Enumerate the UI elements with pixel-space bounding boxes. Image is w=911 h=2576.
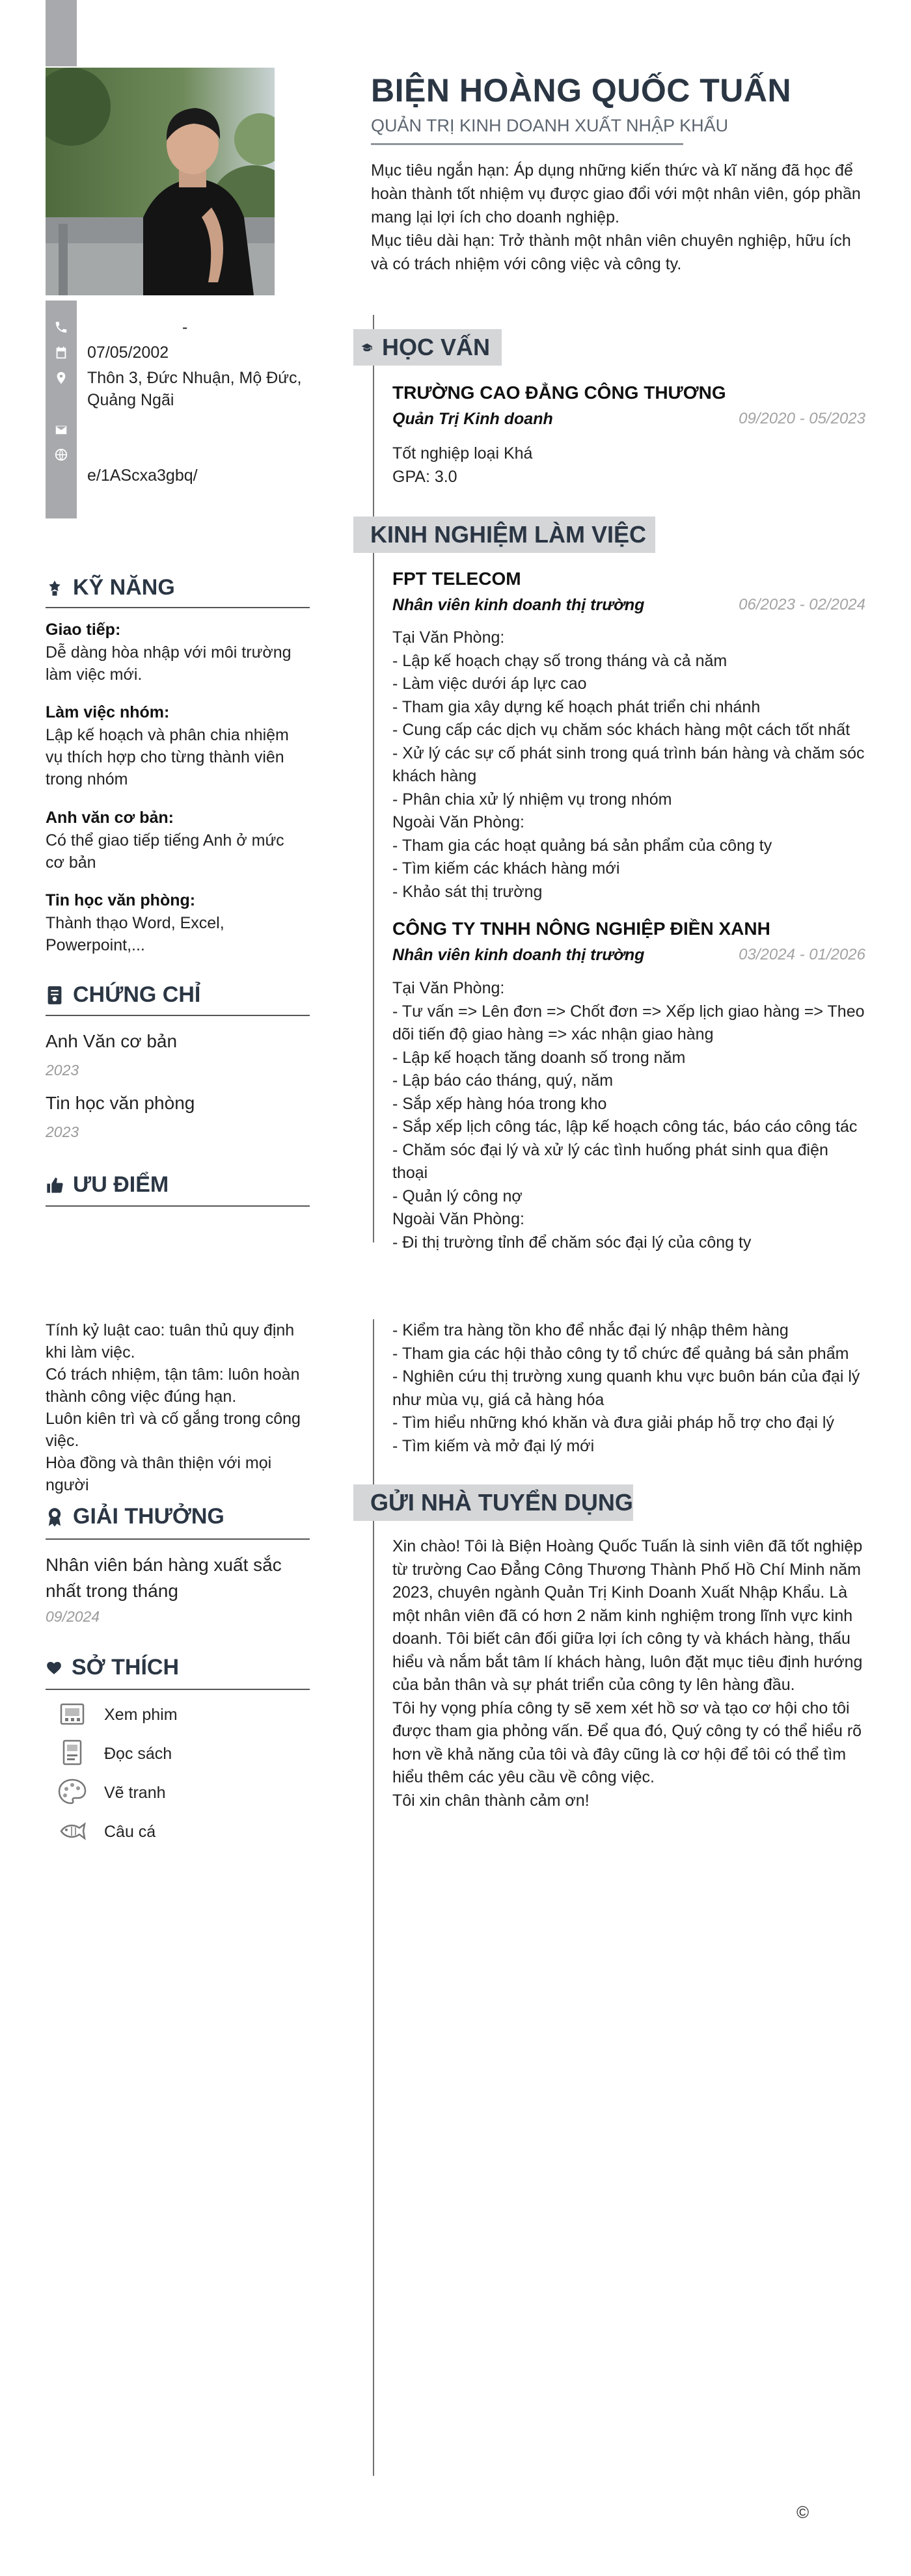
skills-heading [46,575,175,600]
duty-line: - Xử lý các sự cố phát sinh trong quá trình bán hàng và chăm sóc khách hàng [392,744,865,785]
experience-title: KINH NGHIỆM LÀM VIỆC [370,521,647,548]
letter-paragraph: Tôi hy vọng phía công ty sẽ xem xét hồ sơ và tạo cơ hội cho tôi được tham gia phỏng vấn. Để qua đó, Quý công ty có thể hiểu rõ hơn về khả năng của tôi và đây cũng là cơ hội để tôi có thể tìm hiểu thêm các yêu cầu về công việc. [392,1698,862,1786]
job-duties [392,626,867,904]
duty-line: - Tìm kiếm và mở đại lý mới [392,1436,595,1455]
skills-divider [46,607,310,608]
star-badge-icon [46,579,64,597]
education-title: HỌC VẤN [381,334,490,360]
experience-heading [353,517,655,553]
title-divider [371,143,683,145]
career-objective [371,159,865,276]
job-title: QUẢN TRỊ KINH DOANH XUẤT NHẬP KHẨU [371,116,729,135]
duty-line: - Tham gia xây dựng kế hoạch phát triển chi nhánh [392,697,761,716]
certificate-icon [46,986,64,1005]
calendar-icon [54,345,68,360]
letter-title: GỬI NHÀ TUYỂN DỤNG [370,1489,633,1516]
certificate-name: Tin học văn phòng [46,1093,195,1113]
location-icon [54,371,68,385]
duty-line: - Tìm kiếm các khách hàng mới [392,859,620,878]
job-duties [392,977,867,1254]
strength-item: Tính kỷ luật cao: tuân thủ quy định khi làm việc. [46,1321,295,1362]
certificate-name: Anh Văn cơ bản [46,1031,178,1051]
duty-line: Tại Văn Phòng: [392,628,505,647]
education-dates: 09/2020 - 05/2023 [739,410,865,427]
certificates-heading [46,982,200,1008]
duty-line: - Lập kế hoạch tăng doanh số trong năm [392,1048,686,1067]
birthday: 07/05/2002 [87,343,169,362]
school-name: TRƯỜNG CAO ĐẲNG CÔNG THƯƠNG [392,382,726,403]
education-heading [353,329,502,366]
skill-description: Có thể giao tiếp tiếng Anh ở mức cơ bản [46,831,284,872]
top-accent-bar [46,0,77,66]
candidate-name: BIỆN HOÀNG QUỐC TUẤN [371,72,792,109]
company-name: CÔNG TY TNHH NÔNG NGHIỆP ĐIỀN XANH [392,919,770,939]
duty-line: - Làm việc dưới áp lực cao [392,675,587,693]
graduation-cap-icon [361,338,373,356]
phone-icon [54,320,68,334]
film-icon [56,1698,88,1730]
profile-photo [46,68,275,295]
thumbs-up-icon [46,1176,64,1194]
book-icon [56,1737,88,1769]
award-date: 09/2024 [46,1608,100,1625]
fish-icon [56,1815,88,1847]
job-duties-continued [392,1319,867,1458]
skill-name: Giao tiếp: [46,621,121,639]
hobbies-divider [46,1689,310,1690]
hobby-label: Đọc sách [104,1745,172,1763]
strength-item: Luôn kiên trì và cố gắng trong công việc. [46,1410,301,1450]
job-role: Nhân viên kinh doanh thị trường [392,946,645,964]
mail-icon [54,423,68,437]
letter-heading [353,1484,633,1521]
hobbies-heading [46,1655,179,1680]
education-details [392,442,867,489]
awards-title: GIẢI THƯỞNG [73,1504,224,1529]
hobby-label: Câu cá [104,1823,156,1841]
contact-icon-bar [46,301,77,518]
duty-line: - Chăm sóc đại lý và xử lý các tình huống phát sinh qua điện thoại [392,1140,828,1182]
hobby-label: Vẽ tranh [104,1784,166,1802]
website-link[interactable]: e/1AScxa3gbq/ [87,466,198,485]
major: Quản Trị Kinh doanh [392,410,553,428]
skill-name: Tin học văn phòng: [46,891,196,909]
duty-line: - Tìm hiểu những khó khăn và đưa giải pháp hỗ trợ cho đại lý [392,1414,834,1432]
skill-name: Anh văn cơ bản: [46,809,174,827]
job-role: Nhân viên kinh doanh thị trường [392,596,645,614]
duty-line: - Sắp xếp lịch công tác, lập kế hoạch công tác, báo cáo công tác [392,1118,858,1136]
job-dates: 03/2024 - 01/2026 [739,946,865,963]
hobbies-title: SỞ THÍCH [72,1655,180,1680]
skill-description: Lập kế hoạch và phân chia nhiệm vụ thích hợp cho từng thành viên trong nhóm [46,726,289,788]
heart-icon [46,1659,62,1676]
company-name: FPT TELECOM [392,569,521,589]
duty-line: Tại Văn Phòng: [392,979,505,997]
letter-paragraph: Tôi xin chân thành cảm ơn! [392,1791,590,1810]
awards-divider [46,1538,310,1540]
education-detail: Tốt nghiệp loại Khá [392,444,533,463]
strengths-divider [46,1205,310,1207]
job-dates: 06/2023 - 02/2024 [739,596,865,613]
skill-description: Dễ dàng hòa nhập với môi trường làm việc mới. [46,643,292,684]
duty-line: - Lập kế hoạch chạy số trong tháng và cả năm [392,651,727,670]
address: Thôn 3, Đức Nhuận, Mộ Đức, Quảng Ngãi [87,369,302,409]
duty-line: Ngoài Văn Phòng: [392,813,524,831]
phone-number: - [182,318,188,336]
duty-line: - Cung cấp các dịch vụ chăm sóc khách hàng một cách tốt nhất [392,721,850,739]
skill-name: Làm việc nhóm: [46,703,170,721]
awards-heading [46,1504,224,1529]
skill-description: Thành thạo Word, Excel, Powerpoint,... [46,914,224,954]
strengths-title: ƯU ĐIỂM [73,1172,169,1197]
duty-line: - Kiểm tra hàng tồn kho để nhắc đại lý nhập thêm hàng [392,1321,789,1339]
palette-icon [56,1776,88,1808]
duty-line: - Tham gia các hội thảo công ty tổ chức để quảng bá sản phẩm [392,1344,849,1363]
duty-line: - Tư vấn => Lên đơn => Chốt đơn => Xếp lịch giao hàng => Theo dõi tiến độ giao hàng => xác nhận giao hàng [392,1002,865,1043]
globe-icon [54,448,68,462]
certificates-title: CHỨNG CHỈ [73,982,201,1007]
certificate-year: 2023 [46,1123,79,1140]
duty-line: - Phân chia xử lý nhiệm vụ trong nhóm [392,790,672,809]
duty-line: - Quản lý công nợ [392,1187,523,1205]
education-detail: GPA: 3.0 [392,467,457,486]
duty-line: - Đi thị trường tỉnh để chăm sóc đại lý của công ty [392,1233,752,1252]
duty-line: - Sắp xếp hàng hóa trong kho [392,1094,607,1113]
letter-paragraph: Xin chào! Tôi là Biện Hoàng Quốc Tuấn là sinh viên đã tốt nghiệp từ trường Cao Đẳng Công Thương Thành Phố Hồ Chí Minh năm 2023, chuyên ngành Quản Trị Kinh Doanh Xuất Nhập Khẩu. Là một nhân viên đã có hơn 2 năm kinh nghiệm trong lĩnh vực kinh doanh. Tôi biết cân đối giữa lợi ích công ty và khách hàng, thấu hiểu và nắm bắt tâm lí khách hàng, luôn đặt mục tiêu định hướng của bản thân và sự phát triển của công ty lên hàng đầu. [392,1537,863,1694]
skills-title: KỸ NĂNG [73,575,175,600]
award-name: Nhân viên bán hàng xuất sắc nhất trong tháng [46,1555,282,1601]
certificate-year: 2023 [46,1062,79,1079]
medal-icon [46,1507,64,1527]
strengths-list [46,1319,306,1496]
long-term-objective: Mục tiêu dài hạn: Trở thành một nhân viên chuyên nghiệp, hữu ích và có trách nhiệm với công việc và công ty. [371,232,851,273]
hobby-label: Xem phim [104,1706,178,1724]
duty-line: - Nghiên cứu thị trường xung quanh khu vực buôn bán của đại lý như mùa vụ, giá cả hàng hóa [392,1367,860,1409]
duty-line: Ngoài Văn Phòng: [392,1210,524,1228]
strengths-heading [46,1172,169,1198]
copyright: © [796,2502,809,2522]
duty-line: - Tham gia các hoạt quảng bá sản phẩm của công ty [392,836,772,855]
duty-line: - Lập báo cáo tháng, quý, năm [392,1071,614,1090]
strength-item: Hòa đồng và thân thiện với mọi người [46,1454,272,1494]
cover-letter [392,1535,867,1812]
strength-item: Có trách nhiệm, tận tâm: luôn hoàn thành công việc đúng hạn. [46,1365,300,1406]
short-term-objective: Mục tiêu ngắn hạn: Áp dụng những kiến thức và kĩ năng đã học để hoàn thành tốt nhiệm vụ được giao đổi với một nhân viên, góp phần mang lại lợi ích cho doanh nghiệp. [371,161,861,226]
duty-line: - Khảo sát thị trường [392,882,543,901]
timeline-line-top [373,315,374,1242]
certificates-divider [46,1015,310,1016]
